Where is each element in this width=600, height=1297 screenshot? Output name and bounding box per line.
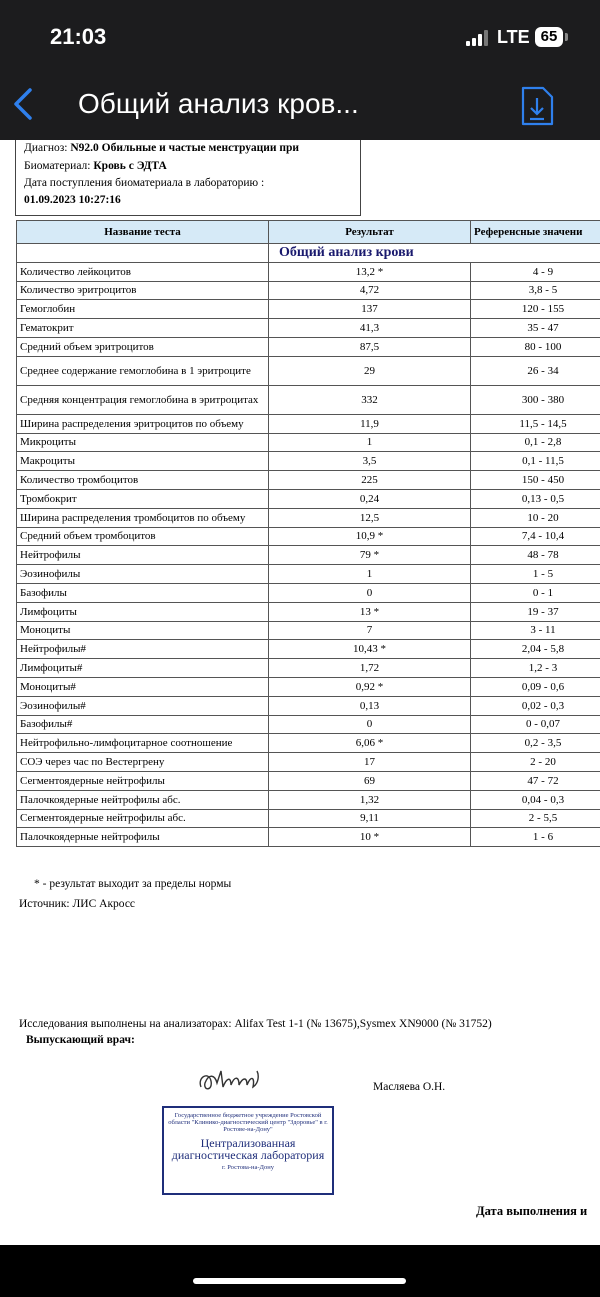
row-result: 0,24 <box>269 489 471 508</box>
doctor-label: Выпускающий врач: <box>26 1034 135 1046</box>
table-row <box>17 300 600 319</box>
biomaterial-label: Биоматериал: <box>24 160 91 172</box>
row-result: 10,43 * <box>269 640 471 659</box>
row-reference: 0 - 1 <box>471 583 600 602</box>
row-result: 0 <box>269 715 471 734</box>
row-result: 332 <box>269 385 471 414</box>
page-title: Общий анализ кров... <box>78 88 359 119</box>
table-row <box>17 565 600 584</box>
row-result: 1,72 <box>269 659 471 678</box>
row-name: Лимфоциты# <box>17 659 269 678</box>
table-row <box>17 809 600 828</box>
row-name: Гематокрит <box>17 319 269 338</box>
section-title: Общий анализ крови <box>269 244 600 263</box>
row-result: 41,3 <box>269 319 471 338</box>
row-result: 69 <box>269 771 471 790</box>
row-result: 1,32 <box>269 790 471 809</box>
row-name: Количество лейкоцитов <box>17 262 269 281</box>
table-row <box>17 356 600 385</box>
table-row <box>17 771 600 790</box>
diagnosis-value: N92.0 Обильные и частые менструации при <box>70 142 299 154</box>
row-result: 6,06 * <box>269 734 471 753</box>
date-label: Дата поступления биоматериала в лабораторию : <box>24 177 265 189</box>
row-result: 1 <box>269 433 471 452</box>
table-row <box>17 452 600 471</box>
table-row <box>17 602 600 621</box>
header-result: Результат <box>269 221 471 244</box>
table-row <box>17 281 600 300</box>
row-reference: 2 - 5,5 <box>471 809 600 828</box>
results-table <box>16 220 600 847</box>
row-name: Средний объем эритроцитов <box>17 337 269 356</box>
table-row <box>17 621 600 640</box>
biomaterial-value: Кровь с ЭДТА <box>93 160 167 172</box>
row-reference: 0,2 - 3,5 <box>471 734 600 753</box>
diagnosis-label: Диагноз: <box>24 142 68 154</box>
row-result: 12,5 <box>269 508 471 527</box>
row-result: 13,2 * <box>269 262 471 281</box>
diagnosis <box>24 142 299 154</box>
lab-stamp <box>162 1106 334 1195</box>
row-result: 225 <box>269 471 471 490</box>
row-result: 0,13 <box>269 696 471 715</box>
row-name: Нейтрофилы <box>17 546 269 565</box>
row-reference: 3,8 - 5 <box>471 281 600 300</box>
row-name: Микроциты <box>17 433 269 452</box>
row-reference: 35 - 47 <box>471 319 600 338</box>
table-row <box>17 640 600 659</box>
row-reference: 120 - 155 <box>471 300 600 319</box>
download-icon[interactable] <box>519 86 555 126</box>
row-reference: 0,02 - 0,3 <box>471 696 600 715</box>
table-row <box>17 527 600 546</box>
analyzers: Исследования выполнены на анализаторах: Alifax Test 1-1 (№ 13675),Sysmex XN9000 (№ 31752) <box>19 1018 492 1030</box>
row-name: Количество эритроцитов <box>17 281 269 300</box>
row-name: Эозинофилы# <box>17 696 269 715</box>
stamp-small: Государственное бюджетное учреждение Ростовской области "Клинико-диагностический центр "Здоровье" в г. Ростове-на-Дону" <box>168 1112 328 1133</box>
stamp-large: Централизованная диагностическая лаборатория <box>171 1136 325 1162</box>
home-indicator[interactable] <box>193 1278 406 1284</box>
row-reference: 80 - 100 <box>471 337 600 356</box>
network-type: LTE <box>497 27 530 47</box>
row-result: 10,9 * <box>269 527 471 546</box>
row-name: Нейтрофильно-лимфоцитарное соотношение <box>17 734 269 753</box>
row-reference: 0,09 - 0,6 <box>471 677 600 696</box>
table-row <box>17 433 600 452</box>
source: Источник: ЛИС Акросс <box>19 898 136 910</box>
table-row <box>17 715 600 734</box>
row-name: Средний объем тромбоцитов <box>17 527 269 546</box>
out-of-range-note: * - результат выходит за пределы нормы <box>34 878 232 890</box>
row-name: Лимфоциты <box>17 602 269 621</box>
header-reference: Референсные значени <box>471 221 600 244</box>
row-name: Палочкоядерные нейтрофилы абс. <box>17 790 269 809</box>
row-result: 29 <box>269 356 471 385</box>
row-name: СОЭ через час по Вестергрену <box>17 753 269 772</box>
row-reference: 7,4 - 10,4 <box>471 527 600 546</box>
row-name: Палочкоядерные нейтрофилы <box>17 828 269 847</box>
signal-icon <box>466 30 488 46</box>
row-reference: 300 - 380 <box>471 385 600 414</box>
row-result: 4,72 <box>269 281 471 300</box>
row-reference: 0,04 - 0,3 <box>471 790 600 809</box>
row-name: Базофилы <box>17 583 269 602</box>
doctor-name: Масляева О.Н. <box>373 1081 446 1093</box>
row-result: 1 <box>269 565 471 584</box>
row-result: 0,92 * <box>269 677 471 696</box>
table-row <box>17 734 600 753</box>
back-chevron-icon[interactable] <box>10 86 38 122</box>
row-result: 17 <box>269 753 471 772</box>
row-result: 9,11 <box>269 809 471 828</box>
battery-tip <box>565 33 568 41</box>
row-reference: 2,04 - 5,8 <box>471 640 600 659</box>
table-row <box>17 319 600 338</box>
row-name: Моноциты <box>17 621 269 640</box>
row-result: 11,9 <box>269 414 471 433</box>
row-result: 79 * <box>269 546 471 565</box>
row-reference: 1,2 - 3 <box>471 659 600 678</box>
header-test-name: Название теста <box>17 221 269 244</box>
row-name: Сегментоядерные нейтрофилы <box>17 771 269 790</box>
table-row <box>17 546 600 565</box>
battery-icon: 65 <box>535 27 563 47</box>
row-reference: 1 - 6 <box>471 828 600 847</box>
table-row <box>17 471 600 490</box>
row-name: Среднее содержание гемоглобина в 1 эритроците <box>17 356 269 385</box>
completion-date-label: Дата выполнения и <box>476 1204 588 1218</box>
row-reference: 10 - 20 <box>471 508 600 527</box>
row-name: Количество тромбоцитов <box>17 471 269 490</box>
signature-image <box>195 1065 270 1100</box>
row-reference: 0 - 0,07 <box>471 715 600 734</box>
row-reference: 48 - 78 <box>471 546 600 565</box>
table-row <box>17 337 600 356</box>
row-reference: 11,5 - 14,5 <box>471 414 600 433</box>
stamp-city: г. Ростова-на-Дону <box>222 1164 274 1171</box>
table-row <box>17 262 600 281</box>
table-row <box>17 696 600 715</box>
row-reference: 3 - 11 <box>471 621 600 640</box>
biomaterial <box>24 160 167 172</box>
row-name: Ширина распределения тромбоцитов по объему <box>17 508 269 527</box>
row-reference: 4 - 9 <box>471 262 600 281</box>
table-row <box>17 753 600 772</box>
row-result: 13 * <box>269 602 471 621</box>
date-value: 01.09.2023 10:27:16 <box>24 194 121 206</box>
row-name: Эозинофилы <box>17 565 269 584</box>
row-reference: 2 - 20 <box>471 753 600 772</box>
row-reference: 0,1 - 11,5 <box>471 452 600 471</box>
row-name: Тромбокрит <box>17 489 269 508</box>
table-row <box>17 790 600 809</box>
row-name: Базофилы# <box>17 715 269 734</box>
row-reference: 1 - 5 <box>471 565 600 584</box>
nav-bar <box>0 70 600 140</box>
table-row <box>17 489 600 508</box>
table-row <box>17 414 600 433</box>
table-row <box>17 828 600 847</box>
row-name: Средняя концентрация гемоглобина в эритроцитах <box>17 385 269 414</box>
table-row <box>17 659 600 678</box>
status-bar <box>0 0 600 70</box>
row-name: Моноциты# <box>17 677 269 696</box>
row-reference: 19 - 37 <box>471 602 600 621</box>
row-name: Макроциты <box>17 452 269 471</box>
row-reference: 0,13 - 0,5 <box>471 489 600 508</box>
row-name: Гемоглобин <box>17 300 269 319</box>
row-result: 87,5 <box>269 337 471 356</box>
table-row <box>17 385 600 414</box>
row-result: 7 <box>269 621 471 640</box>
row-result: 137 <box>269 300 471 319</box>
table-row <box>17 508 600 527</box>
table-row <box>17 583 600 602</box>
row-reference: 0,1 - 2,8 <box>471 433 600 452</box>
row-result: 10 * <box>269 828 471 847</box>
row-name: Сегментоядерные нейтрофилы абс. <box>17 809 269 828</box>
header-box-right <box>360 140 600 215</box>
clock: 21:03 <box>50 24 107 49</box>
row-name: Ширина распределения эритроцитов по объему <box>17 414 269 433</box>
row-reference: 150 - 450 <box>471 471 600 490</box>
row-reference: 47 - 72 <box>471 771 600 790</box>
row-reference: 26 - 34 <box>471 356 600 385</box>
row-result: 3,5 <box>269 452 471 471</box>
table-row <box>17 677 600 696</box>
document[interactable] <box>0 140 600 1245</box>
row-name: Нейтрофилы# <box>17 640 269 659</box>
row-result: 0 <box>269 583 471 602</box>
